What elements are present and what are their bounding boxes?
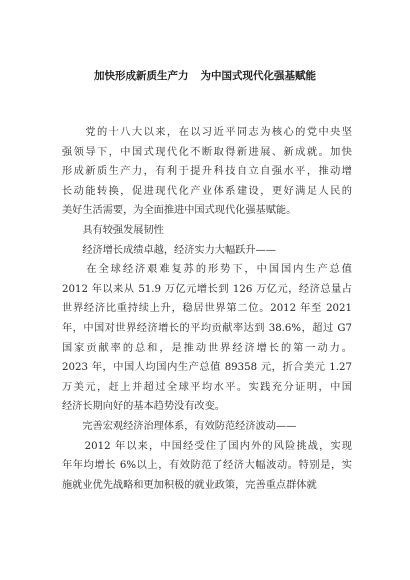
paragraph-line: 美好生活需要，为全面推进中国式现代化强基赋能。 <box>62 205 297 217</box>
paragraph-line: 国家贡献率的总和，是推动世界经济增长的第一动力。 <box>62 342 352 354</box>
paragraph <box>62 241 352 261</box>
paragraph-line: 长动能转换，促进现代化产业体系建设，更好满足人民的 <box>62 185 352 197</box>
paragraph-line: 经济增长成绩卓越，经济实力大幅跃升—— <box>62 244 276 256</box>
article-title <box>0 68 410 83</box>
paragraph-line: 年，中国对世界经济增长的平均贡献率达到 38.6%，超过 G7 <box>62 322 352 334</box>
paragraph-line: 2012 年以来，中国经受住了国内外的风险挑战，实现 <box>62 440 352 452</box>
paragraph-line: 完善宏观经济治理体系，有效防范经济波动—— <box>62 420 297 432</box>
paragraph <box>62 417 352 437</box>
paragraph-line: 世界经济比重持续上升，稳居世界第二位。2012 年至 2021 <box>62 303 352 315</box>
paragraph <box>62 260 352 417</box>
paragraph <box>62 221 352 241</box>
paragraph <box>62 123 352 221</box>
paragraph-line: 形成新质生产力，有利于提升科技自立自强水平，推动增 <box>62 166 352 178</box>
paragraph-line: 2023 年，中国人均国内生产总值 89358 元，折合美元 1.27 <box>62 362 352 374</box>
article-body <box>62 123 352 495</box>
paragraph <box>62 437 352 496</box>
paragraph-line: 万美元，赶上并超过全球平均水平。实践充分证明，中国 <box>62 381 352 393</box>
article-title-part-1: 加快形成新质生产力 <box>94 70 189 82</box>
paragraph-line: 经济长期向好的基本趋势没有改变。 <box>62 401 225 413</box>
paragraph-line: 施就业优先战略和更加积极的就业政策，完善重点群体就 <box>62 479 317 491</box>
paragraph-line: 在全球经济艰难复苏的形势下，中国国内生产总值 <box>62 264 352 276</box>
article-title-part-2: 为中国式现代化强基赋能 <box>200 70 316 82</box>
paragraph-line: 党的十八大以来，在以习近平同志为核心的党中央坚 <box>62 127 352 138</box>
paragraph-line: 2012 年以来从 51.9 万亿元增长到 126 万亿元，经济总量占 <box>62 283 352 295</box>
paragraph-line: 强领导下，中国式现代化不断取得新进展、新成就。加快 <box>62 146 352 158</box>
paragraph-line: 具有较强发展韧性 <box>62 224 164 236</box>
paragraph-line: 年年均增长 6%以上，有效防范了经济大幅波动。特别是，实 <box>62 460 352 472</box>
